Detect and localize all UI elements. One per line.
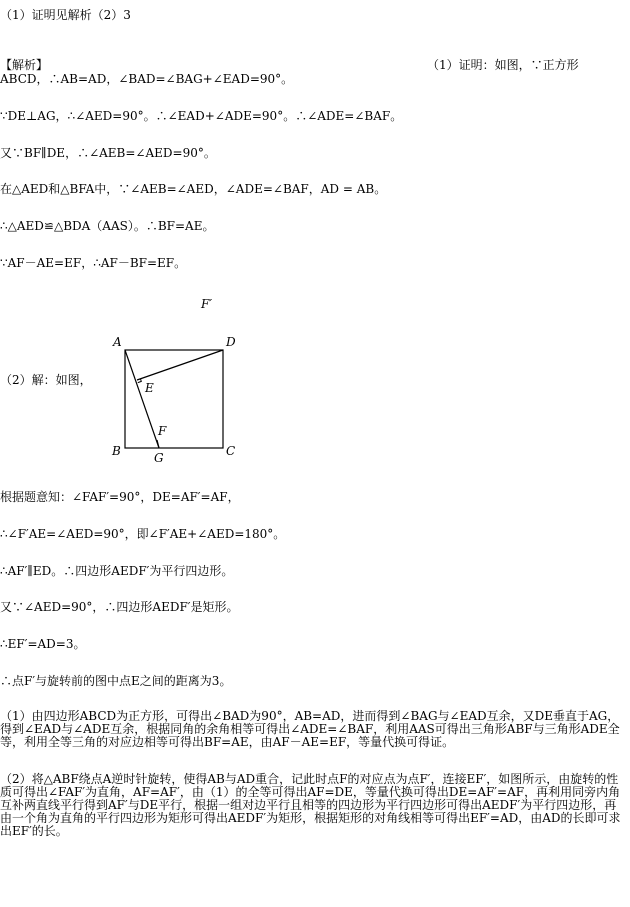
part2-line-6: ∴点F′与旋转前的图中点E之间的距离为3。 bbox=[0, 674, 232, 688]
geometry-figure bbox=[100, 295, 260, 470]
analysis-tag: 【解析】 bbox=[0, 58, 49, 72]
label-f-prime: F′ bbox=[201, 297, 213, 311]
label-e: E bbox=[145, 381, 154, 395]
proof-line-5: ∴△AED≌△BDA（AAS）。∴BF=AE。 bbox=[0, 219, 215, 233]
part2-line-5: ∴EF′=AD=3。 bbox=[0, 637, 86, 651]
proof-line-6: ∵AF－AE=EF，∴AF－BF=EF。 bbox=[0, 256, 187, 270]
label-f: F bbox=[158, 424, 167, 438]
label-g: G bbox=[154, 451, 164, 465]
proof-line-1: ABCD，∴AB=AD，∠BAD=∠BAG+∠EAD=90°。 bbox=[0, 72, 294, 86]
explanation-paragraph-1: （1）由四边形ABCD为正方形，可得出∠BAD为90°，AB=AD，进而得到∠BAG与∠EAD互余，又DE垂直于AG，得到∠EAD与∠ADE互余，根据同角的余角相等可得出∠ADE=∠BAF，利用AAS可得出三角形ABF与三角形ADE全等，利用全等三角的对应边相等可得出BF=AE，由AF－AE=EF，等量代换可得证。 bbox=[0, 709, 620, 749]
proof-line-3: 又∵BF∥DE，∴∠AEB=∠AED=90°。 bbox=[0, 146, 216, 160]
segment-ag bbox=[125, 350, 159, 448]
proof-line-2: ∵DE⊥AG，∴∠AED=90°。∴∠EAD+∠ADE=90°。∴∠ADE=∠BAF。 bbox=[0, 109, 403, 123]
part2-line-1: 根据题意知：∠FAF′=90°，DE=AF′=AF， bbox=[0, 490, 240, 504]
proof-line-4: 在△AED和△BFA中，∵∠AEB=∠AED，∠ADE=∠BAF，AD = AB。 bbox=[0, 182, 387, 196]
label-a: A bbox=[113, 335, 122, 349]
label-c: C bbox=[226, 444, 236, 458]
segment-de bbox=[137, 350, 223, 380]
part1-intro: （1）证明：如图，∵正方形 bbox=[427, 58, 579, 72]
label-d: D bbox=[226, 335, 236, 349]
part2-line-4: 又∵∠AED=90°，∴四边形AEDF′是矩形。 bbox=[0, 600, 239, 614]
answer-line: （1）证明见解析（2）3 bbox=[0, 8, 131, 22]
part2-intro: （2）解：如图， bbox=[0, 373, 92, 387]
part2-line-2: ∴∠F′AE=∠AED=90°，即∠F′AE+∠AED=180°。 bbox=[0, 527, 286, 541]
explanation-paragraph-2: （2）将△ABF绕点A逆时针旋转，使得AB与AD重合，记此时点F的对应点为点F′，连接EF′，如图所示，由旋转的性质可得出∠FAF′为直角，AF=AF′，由（1）的全等可得出AF=DE，等量代换可得出DE=AF′=AF，再利用同旁内角互补两直线平行得到AF′与DE平行，根据一组对边平行且相等的四边形为平行四边形可得出AEDF′为平行四边形，再由一个角为直角的平行四边形为矩形可得出AEDF′为矩形，根据矩形的对角线相等可得出EF′=AD，由AD的长即可求出EF′的长。 bbox=[0, 772, 621, 838]
label-b: B bbox=[112, 444, 121, 458]
square-abcd bbox=[125, 350, 223, 448]
part2-line-3: ∴AF′∥ED。∴四边形AEDF′为平行四边形。 bbox=[0, 564, 234, 578]
